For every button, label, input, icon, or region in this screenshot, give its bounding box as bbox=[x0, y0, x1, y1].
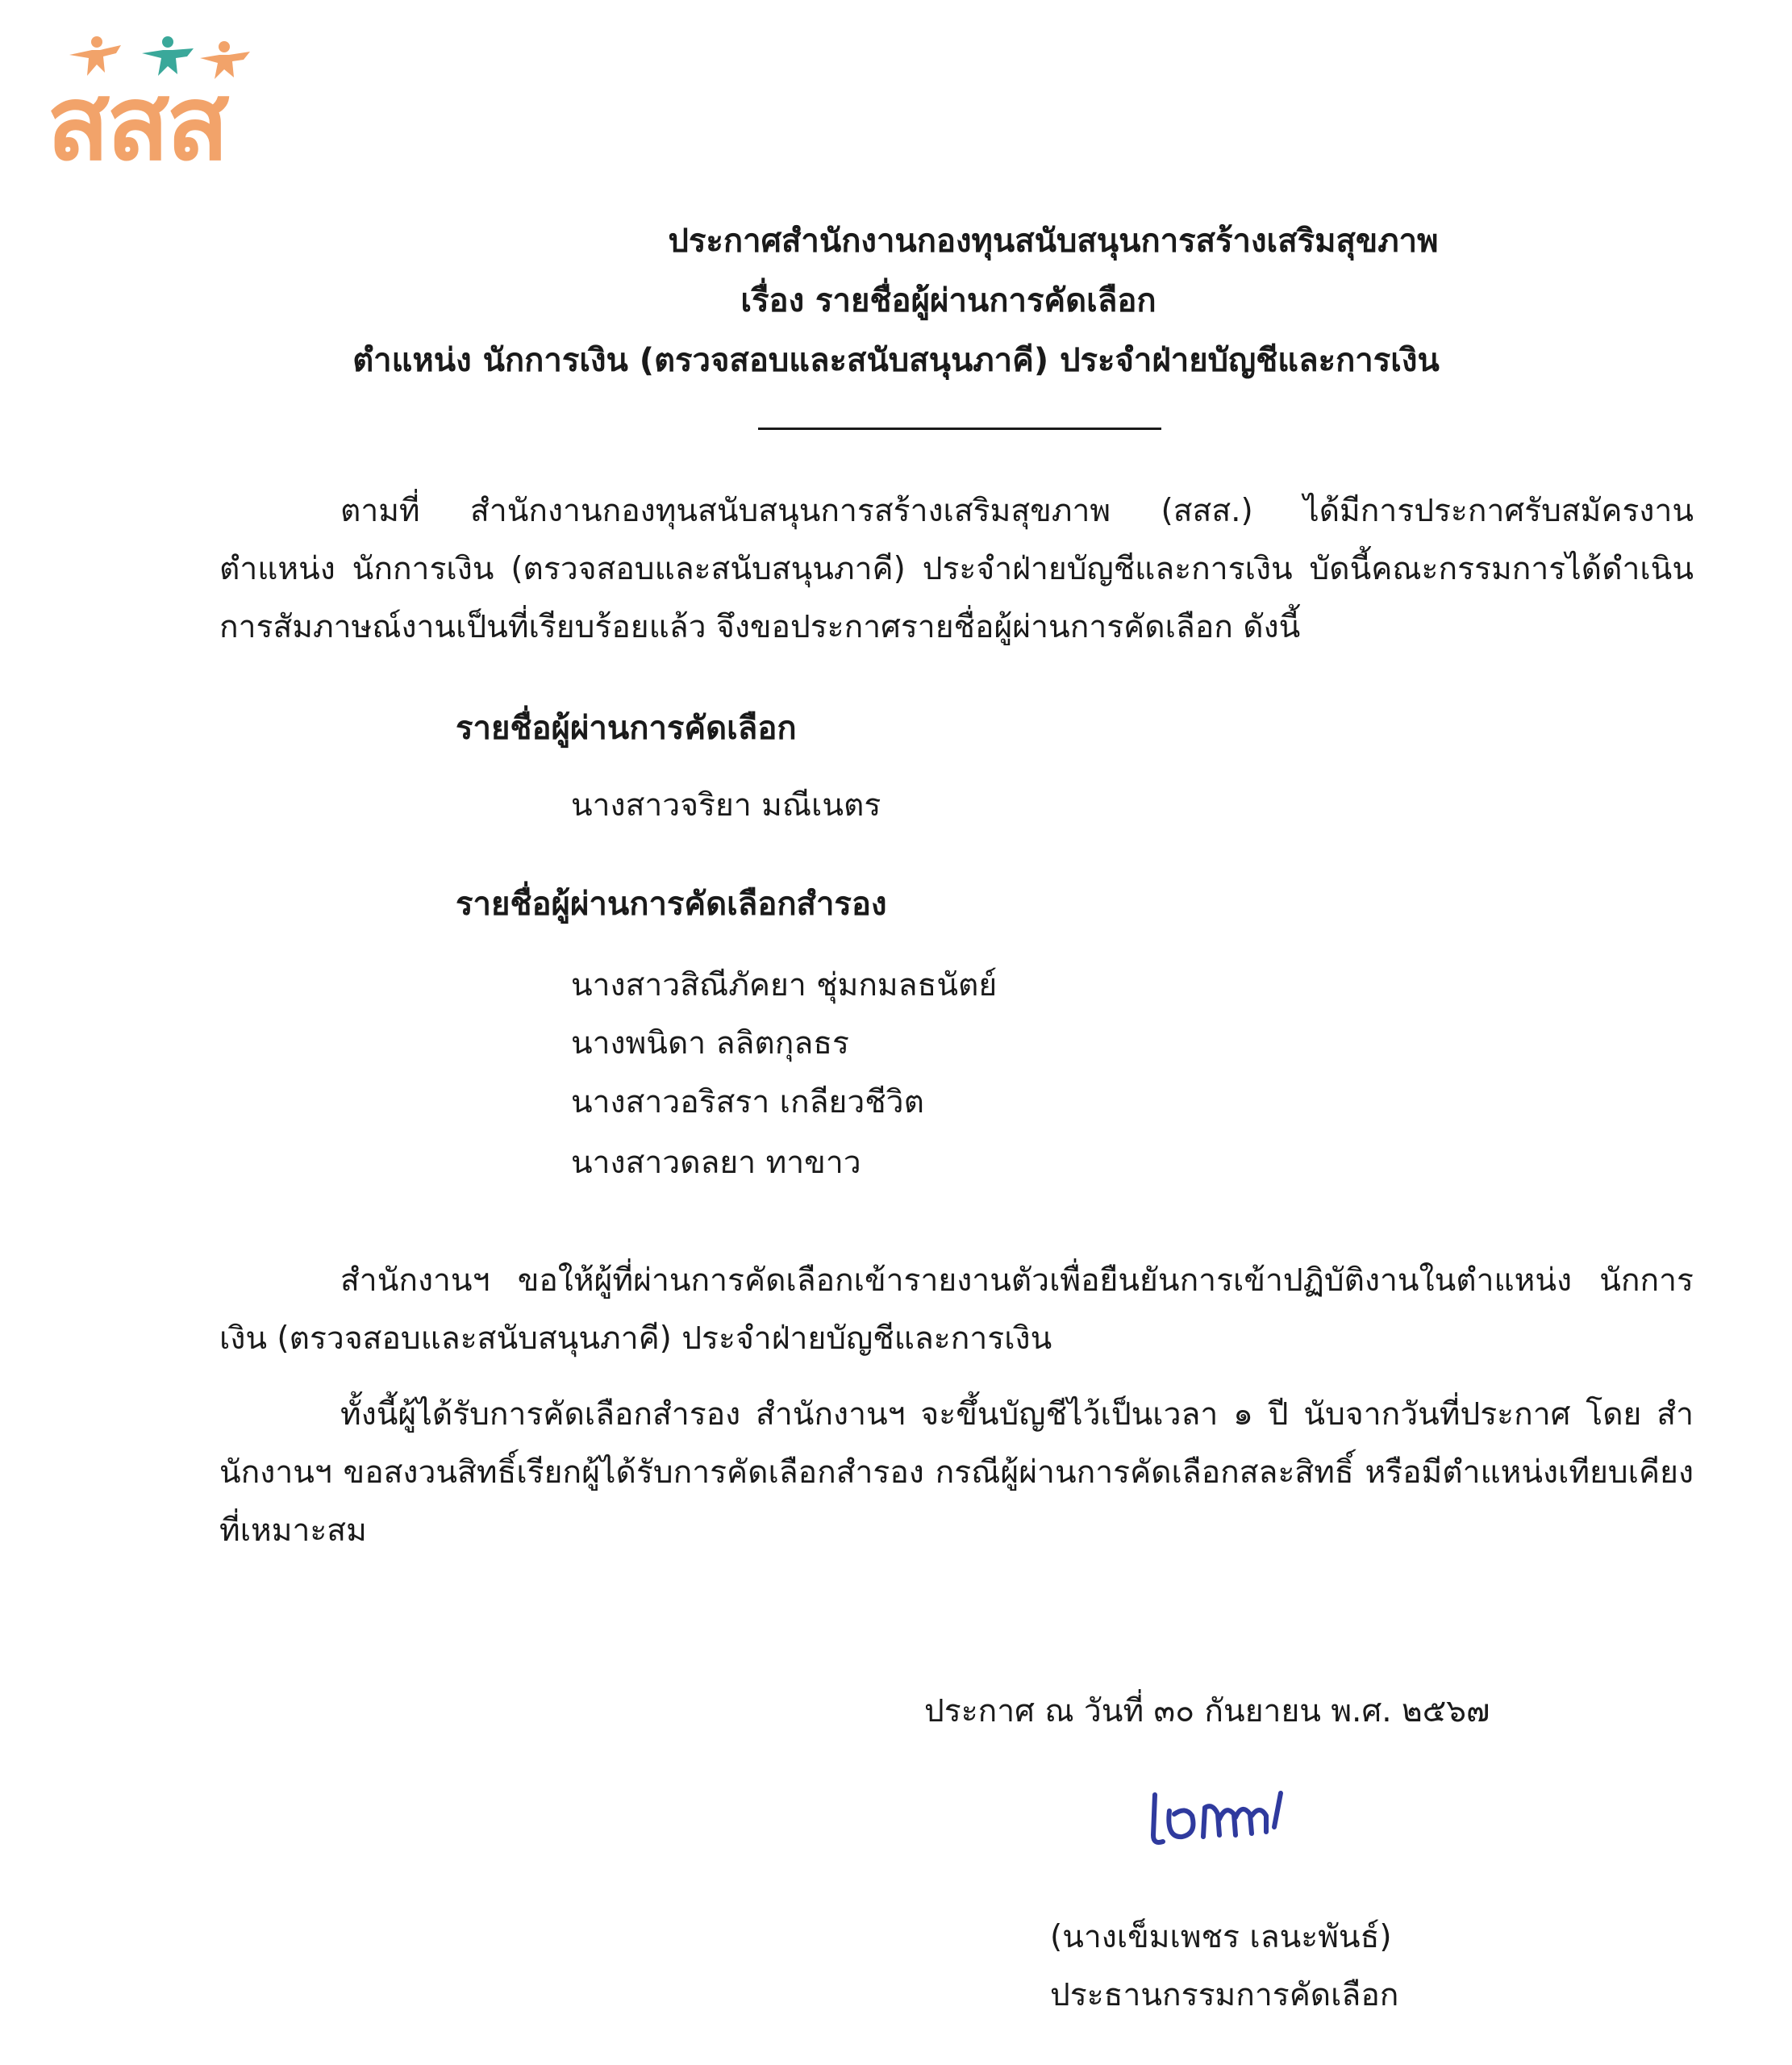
report-text: สำนักงานฯ ขอให้ผู้ที่ผ่านการคัดเลือกเข้ารายงานตัวเพื่อยืนยันการเข้าปฏิบัติงานในตำแหน่ง นักการเงิน (ตรวจสอบและสนับสนุนภาคี) ประจำฝ่ายบัญชีและการเงิน bbox=[219, 1262, 1694, 1357]
sss-logo bbox=[47, 31, 305, 200]
reserve-name: นางสาวดลยา ทาขาว bbox=[571, 1145, 861, 1181]
announcement-date: ประกาศ ณ วันที่ ๓๐ กันยายน พ.ศ. ๒๕๖๗ bbox=[924, 1693, 1490, 1729]
reserve-heading: รายชื่อผู้ผ่านการคัดเลือกสำรอง bbox=[456, 886, 887, 923]
reserve-name: นางสาวสิณีภัคยา ชุ่มกมลธนัตย์ bbox=[571, 967, 998, 1003]
signer-name: (นางเข็มเพชร เลนะพันธ์) bbox=[1050, 1919, 1392, 1955]
reserve-name: นางพนิดา ลลิตกุลธร bbox=[571, 1025, 849, 1062]
intro-paragraph bbox=[219, 482, 1694, 657]
report-paragraph bbox=[219, 1252, 1694, 1368]
intro-text: ตามที่ สำนักงานกองทุนสนับสนุนการสร้างเสริมสุขภาพ (สสส.) ได้มีการประกาศรับสมัครงาน ตำแหน่ง นักการเงิน (ตรวจสอบและสนับสนุนภาคี) ประจำฝ่ายบัญชีและการเงิน บัดนี้คณะกรรมการได้ดำเนินการสัมภาษณ์งานเป็นที่เรียบร้อยแล้ว จึงขอประกาศรายชื่อผู้ผ่านการคัดเลือก ดังนี้ bbox=[219, 493, 1694, 645]
header-line-3: ตำแหน่ง นักการเงิน (ตรวจสอบและสนับสนุนภาคี) ประจำฝ่ายบัญชีและการเงิน bbox=[352, 342, 1440, 379]
logo-wordmark: สสส bbox=[47, 64, 227, 184]
reserve-name: นางสาวอริสรา เกลียวชีวิต bbox=[571, 1084, 924, 1120]
announcement-header bbox=[0, 211, 1792, 390]
signer-title: ประธานกรรมการคัดเลือก bbox=[1050, 1977, 1399, 2013]
selected-heading: รายชื่อผู้ผ่านการคัดเลือก bbox=[456, 710, 797, 747]
signature-icon bbox=[1145, 1779, 1298, 1851]
header-divider bbox=[758, 428, 1161, 430]
header-line-1: ประกาศสำนักงานกองทุนสนับสนุนการสร้างเสริมสุขภาพ bbox=[668, 223, 1439, 260]
reserve-text: ทั้งนี้ผู้ได้รับการคัดเลือกสำรอง สำนักงานฯ จะขึ้นบัญชีไว้เป็นเวลา ๑ ปี นับจากวันที่ประกาศ โดย สำนักงานฯ ขอสงวนสิทธิ์เรียกผู้ได้รับการคัดเลือกสำรอง กรณีผู้ผ่านการคัดเลือกสละสิทธิ์ หรือมีตำแหน่งเทียบเคียงที่เหมาะสม bbox=[219, 1396, 1694, 1549]
header-line-2: เรื่อง รายชื่อผู้ผ่านการคัดเลือก bbox=[740, 282, 1156, 319]
reserve-paragraph bbox=[219, 1386, 1694, 1560]
selected-name: นางสาวจริยา มณีเนตร bbox=[571, 787, 881, 824]
